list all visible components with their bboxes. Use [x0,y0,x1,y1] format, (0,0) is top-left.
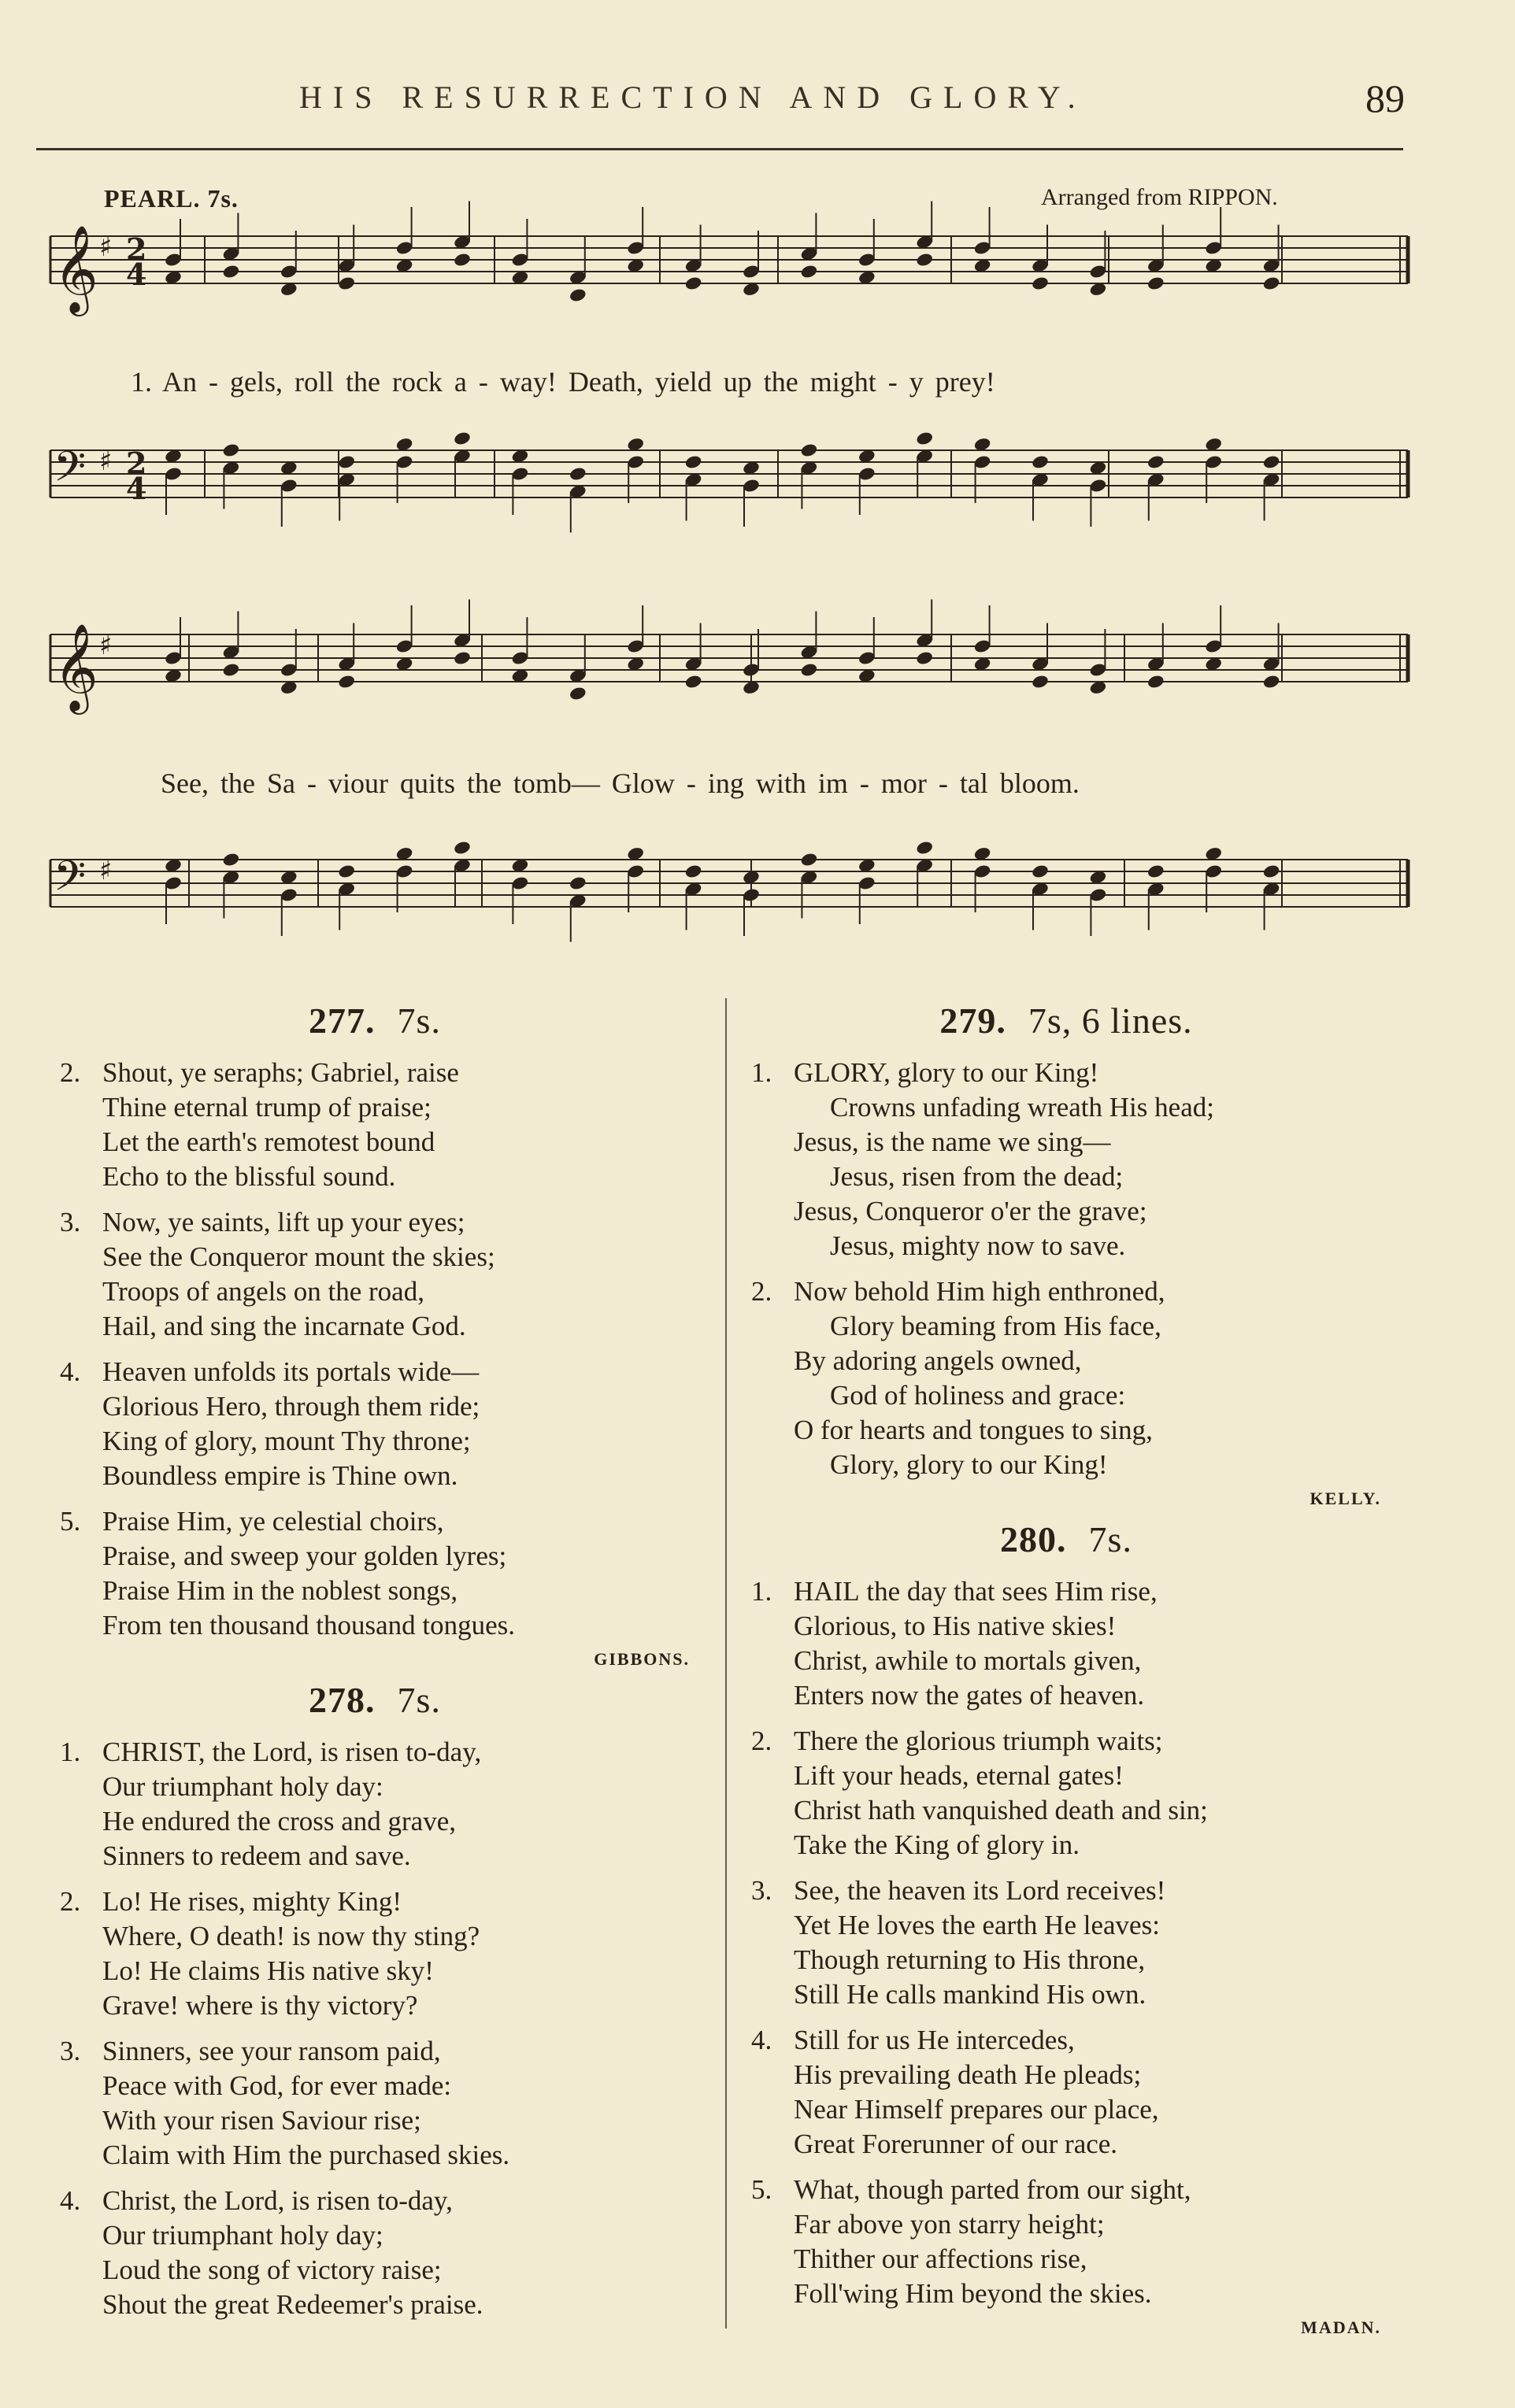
verse-line: Shout, ye seraphs; Gabriel, raise [102,1057,459,1088]
music-score [0,0,1515,984]
stanza [751,1056,1381,1263]
verse-line: Jesus, risen from the dead; [830,1161,1124,1192]
note-head [337,864,356,879]
note-head [222,264,241,279]
hymn-279-author: KELLY. [1309,1489,1381,1508]
verse-line: With your risen Saviour rise; [102,2105,421,2136]
verse-line: Loud the song of victory raise; [102,2254,442,2285]
verse-line: Peace with God, for ever made: [102,2070,452,2101]
verse-line: Lo! He claims His native sky! [102,1955,434,1986]
verse-line: Glory, glory to our King! [830,1449,1108,1480]
verse-line: Still for us He intercedes, [794,2025,1075,2055]
stanza-number: 5. [751,2174,772,2205]
verse-line: Though returning to His throne, [794,1944,1146,1975]
note-head [337,454,356,470]
verse-line: See the Conqueror mount the skies; [102,1241,495,1272]
note-head [915,252,934,268]
verse-line: Thine eternal trump of praise; [102,1092,432,1123]
verse-line: Praise Him in the noblest songs, [102,1575,458,1606]
verse-line [60,1735,690,1770]
note-head [684,454,703,470]
stanza [751,2023,1381,2162]
hymn-277-heading [60,1000,690,1041]
verse-line: Far above yon starry height; [794,2209,1105,2240]
verse-line: Our triumphant holy day; [102,2220,383,2251]
note-head [1262,674,1281,690]
note-head [684,276,703,291]
stanza [60,1504,690,1643]
verse-line: Lo! He rises, mighty King! [102,1886,402,1917]
stanza-number: 2. [60,1886,81,1917]
verse-line: Yet He loves the earth He leaves: [794,1910,1160,1940]
stanza-number: 4. [751,2025,772,2055]
verse-line: Thither our affections rise, [794,2243,1087,2274]
verse-line [751,1574,1381,1609]
hymn-277-author: GIBBONS. [594,1649,690,1669]
note-head [684,674,703,690]
note-head [1031,864,1050,879]
sharp-icon: ♯ [99,446,113,477]
hymn-280-text [751,1574,1381,2311]
hymn-number: 280. [1000,1519,1067,1559]
hymn-277-text [60,1056,690,1643]
stanza-number: 1. [60,1737,81,1767]
note-head [453,252,472,268]
stanza-number: 3. [60,1207,81,1237]
verse-line: Praise, and sweep your golden lyres; [102,1541,507,1571]
note-head [800,442,819,458]
hymn-278-heading [60,1679,690,1721]
hymn-279-heading [751,1000,1381,1041]
verse-line: Praise Him, ye celestial choirs, [102,1506,444,1537]
stanza-number: 1. [751,1057,772,1088]
verse-line: Hail, and sing the incarnate God. [102,1311,466,1341]
hymn-meter: 7s. [397,1680,441,1720]
verse-line: Echo to the blissful sound. [102,1161,396,1192]
verse-line: Take the King of glory in. [794,1829,1080,1860]
verse-line: Shout the great Redeemer's praise. [102,2289,483,2320]
verse-line: Christ, the Lord, is risen to-day, [102,2185,453,2216]
note-head [1031,276,1050,291]
verse-line: See, the heaven its Lord receives! [794,1875,1166,1906]
stanza-number: 2. [751,1276,772,1307]
verse-line: There the glorious triumph waits; [794,1726,1163,1756]
lyrics-system-1: 1. An - gels, roll the rock a - way! Death, yield up the might - y prey! [131,366,995,398]
note-head [915,840,934,856]
stanza [60,1056,690,1194]
verse-line: Our triumphant holy day: [102,1771,383,1802]
note-head [222,442,241,458]
note-head [800,662,819,678]
verse-line: Now behold Him high enthroned, [794,1276,1165,1307]
sharp-icon: ♯ [99,630,113,661]
verse-line: O for hearts and tongues to sing, [794,1415,1153,1445]
first-line-rest: the day that sees Him rise, [859,1576,1158,1607]
verse-line: By adoring angels owned, [794,1345,1082,1376]
verse-line: He endured the cross and grave, [102,1806,456,1837]
verse-line: Boundless empire is Thine own. [102,1460,458,1491]
hymn-278-text [60,1735,690,2322]
note-head [1262,454,1281,470]
column-divider [725,998,727,2328]
first-word: HAIL [794,1576,860,1607]
verse-line: Let the earth's remotest bound [102,1126,435,1157]
first-word: GLORY, [794,1057,891,1088]
verse-line: Heaven unfolds its portals wide— [102,1356,480,1387]
note-head [800,852,819,867]
note-head [1262,864,1281,879]
left-column [60,992,690,2333]
stanza [751,1724,1381,1862]
treble-clef-icon: 𝄞 [54,623,98,711]
stanza-number: 3. [751,1875,772,1906]
verse-line: What, though parted from our sight, [794,2174,1191,2205]
verse-line: His prevailing death He pleads; [794,2059,1142,2090]
time-signature-top: 2 [126,231,147,267]
verse-line: Troops of angels on the road, [102,1276,424,1307]
stanza [60,1885,690,2023]
verse-line: Where, O death! is now thy sting? [102,1921,480,1951]
treble-clef-icon: 𝄞 [54,224,98,313]
note-head [222,852,241,867]
verse-line: Now, ye saints, lift up your eyes; [102,1207,465,1237]
verse-line: God of holiness and grace: [830,1380,1126,1411]
sharp-icon: ♯ [99,231,113,263]
stanza [60,1205,690,1344]
stanza-number: 5. [60,1506,81,1537]
verse-line: Jesus, Conqueror o'er the grave; [794,1196,1147,1226]
verse-line: Near Himself prepares our place, [794,2094,1159,2125]
note-head [1146,864,1165,879]
stanza [60,1355,690,1493]
hymn-number: 277. [309,1001,376,1041]
note-head [915,650,934,666]
verse-line: Still He calls mankind His own. [794,1979,1146,2010]
hymn-number: 278. [309,1680,376,1720]
stanza [751,1574,1381,1713]
tune-arrangement: Arranged from RIPPON. [1041,184,1278,210]
first-word: CHRIST, [102,1737,206,1767]
verse-line: Jesus, is the name we sing— [794,1126,1111,1157]
verse-line [751,1056,1381,1090]
note-head [1146,674,1165,690]
stanza [60,2034,690,2173]
verse-line: Claim with Him the purchased skies. [102,2140,510,2170]
note-head [337,674,356,690]
verse-line: Lift your heads, eternal gates! [794,1760,1124,1791]
first-line-rest: the Lord, is risen to-day, [205,1737,482,1767]
running-title: HIS RESURRECTION AND GLORY. [299,80,1087,115]
verse-line: Glory beaming from His face, [830,1311,1161,1341]
bass-clef-icon: 𝄢 [54,853,87,911]
hymn-number: 279. [939,1001,1006,1041]
note-head [569,686,587,701]
verse-line: Sinners, see your ransom paid, [102,2036,441,2066]
verse-line: Great Forerunner of our race. [794,2129,1118,2159]
note-head [569,287,587,303]
note-head [1262,276,1281,291]
note-head [1031,674,1050,690]
verse-line: Foll'wing Him beyond the skies. [794,2278,1152,2309]
hymn-meter: 7s, 6 lines. [1028,1001,1193,1041]
stanza-number: 3. [60,2036,81,2066]
page-number: 89 [1365,76,1405,120]
stanza-number: 4. [60,2185,81,2216]
note-head [453,650,472,666]
stanza-number: 1. [751,1576,772,1607]
tune-name: PEARL. 7s. [104,184,239,213]
note-head [915,431,934,446]
verse-line: Jesus, mighty now to save. [830,1230,1126,1261]
verse-line: Christ hath vanquished death and sin; [794,1795,1208,1825]
time-signature-bottom: 4 [126,257,147,292]
verse-line: Sinners to redeem and save. [102,1840,411,1871]
time-signature-bottom: 4 [126,471,147,506]
first-line-rest: glory to our King! [890,1057,1099,1088]
stanza-number: 2. [751,1726,772,1756]
note-head [800,264,819,279]
note-head [453,840,472,856]
verse-line: Grave! where is thy victory? [102,1990,418,2021]
verse-line: From ten thousand thousand tongues. [102,1610,515,1640]
stanza [751,1274,1381,1482]
right-column [751,992,1381,2347]
verse-line: Enters now the gates of heaven. [794,1680,1145,1711]
hymn-meter: 7s. [397,1001,441,1041]
verse-line: Crowns unfading wreath His head; [830,1092,1214,1123]
note-head [337,276,356,291]
verse-line: Glorious Hero, through them ride; [102,1391,480,1422]
note-head [1146,276,1165,291]
hymn-280-heading [751,1518,1381,1560]
note-head [1146,454,1165,470]
stanza [60,1735,690,1874]
hymn-meter: 7s. [1088,1519,1132,1559]
stanza-number: 4. [60,1356,81,1387]
stanza [751,1874,1381,2012]
verse-line: King of glory, mount Thy throne; [102,1426,471,1456]
note-head [569,875,587,891]
bass-clef-icon: 𝄢 [54,443,87,501]
verse-line: Christ, awhile to mortals given, [794,1645,1142,1676]
hymn-279-text [751,1056,1381,1482]
time-signature-top: 2 [126,446,147,481]
stanza [60,2184,690,2322]
stanza-number: 2. [60,1057,81,1088]
note-head [1031,454,1050,470]
note-head [222,662,241,678]
note-head [569,466,587,482]
lyrics-system-2: See, the Sa - viour quits the tomb— Glow - ing with im - mor - tal bloom. [161,768,1080,799]
hymn-280-author: MADAN. [1301,2317,1381,2337]
sharp-icon: ♯ [99,855,113,886]
note-head [684,864,703,879]
note-head [453,431,472,446]
stanza [751,2173,1381,2311]
verse-line: Glorious, to His native skies! [794,1611,1117,1641]
